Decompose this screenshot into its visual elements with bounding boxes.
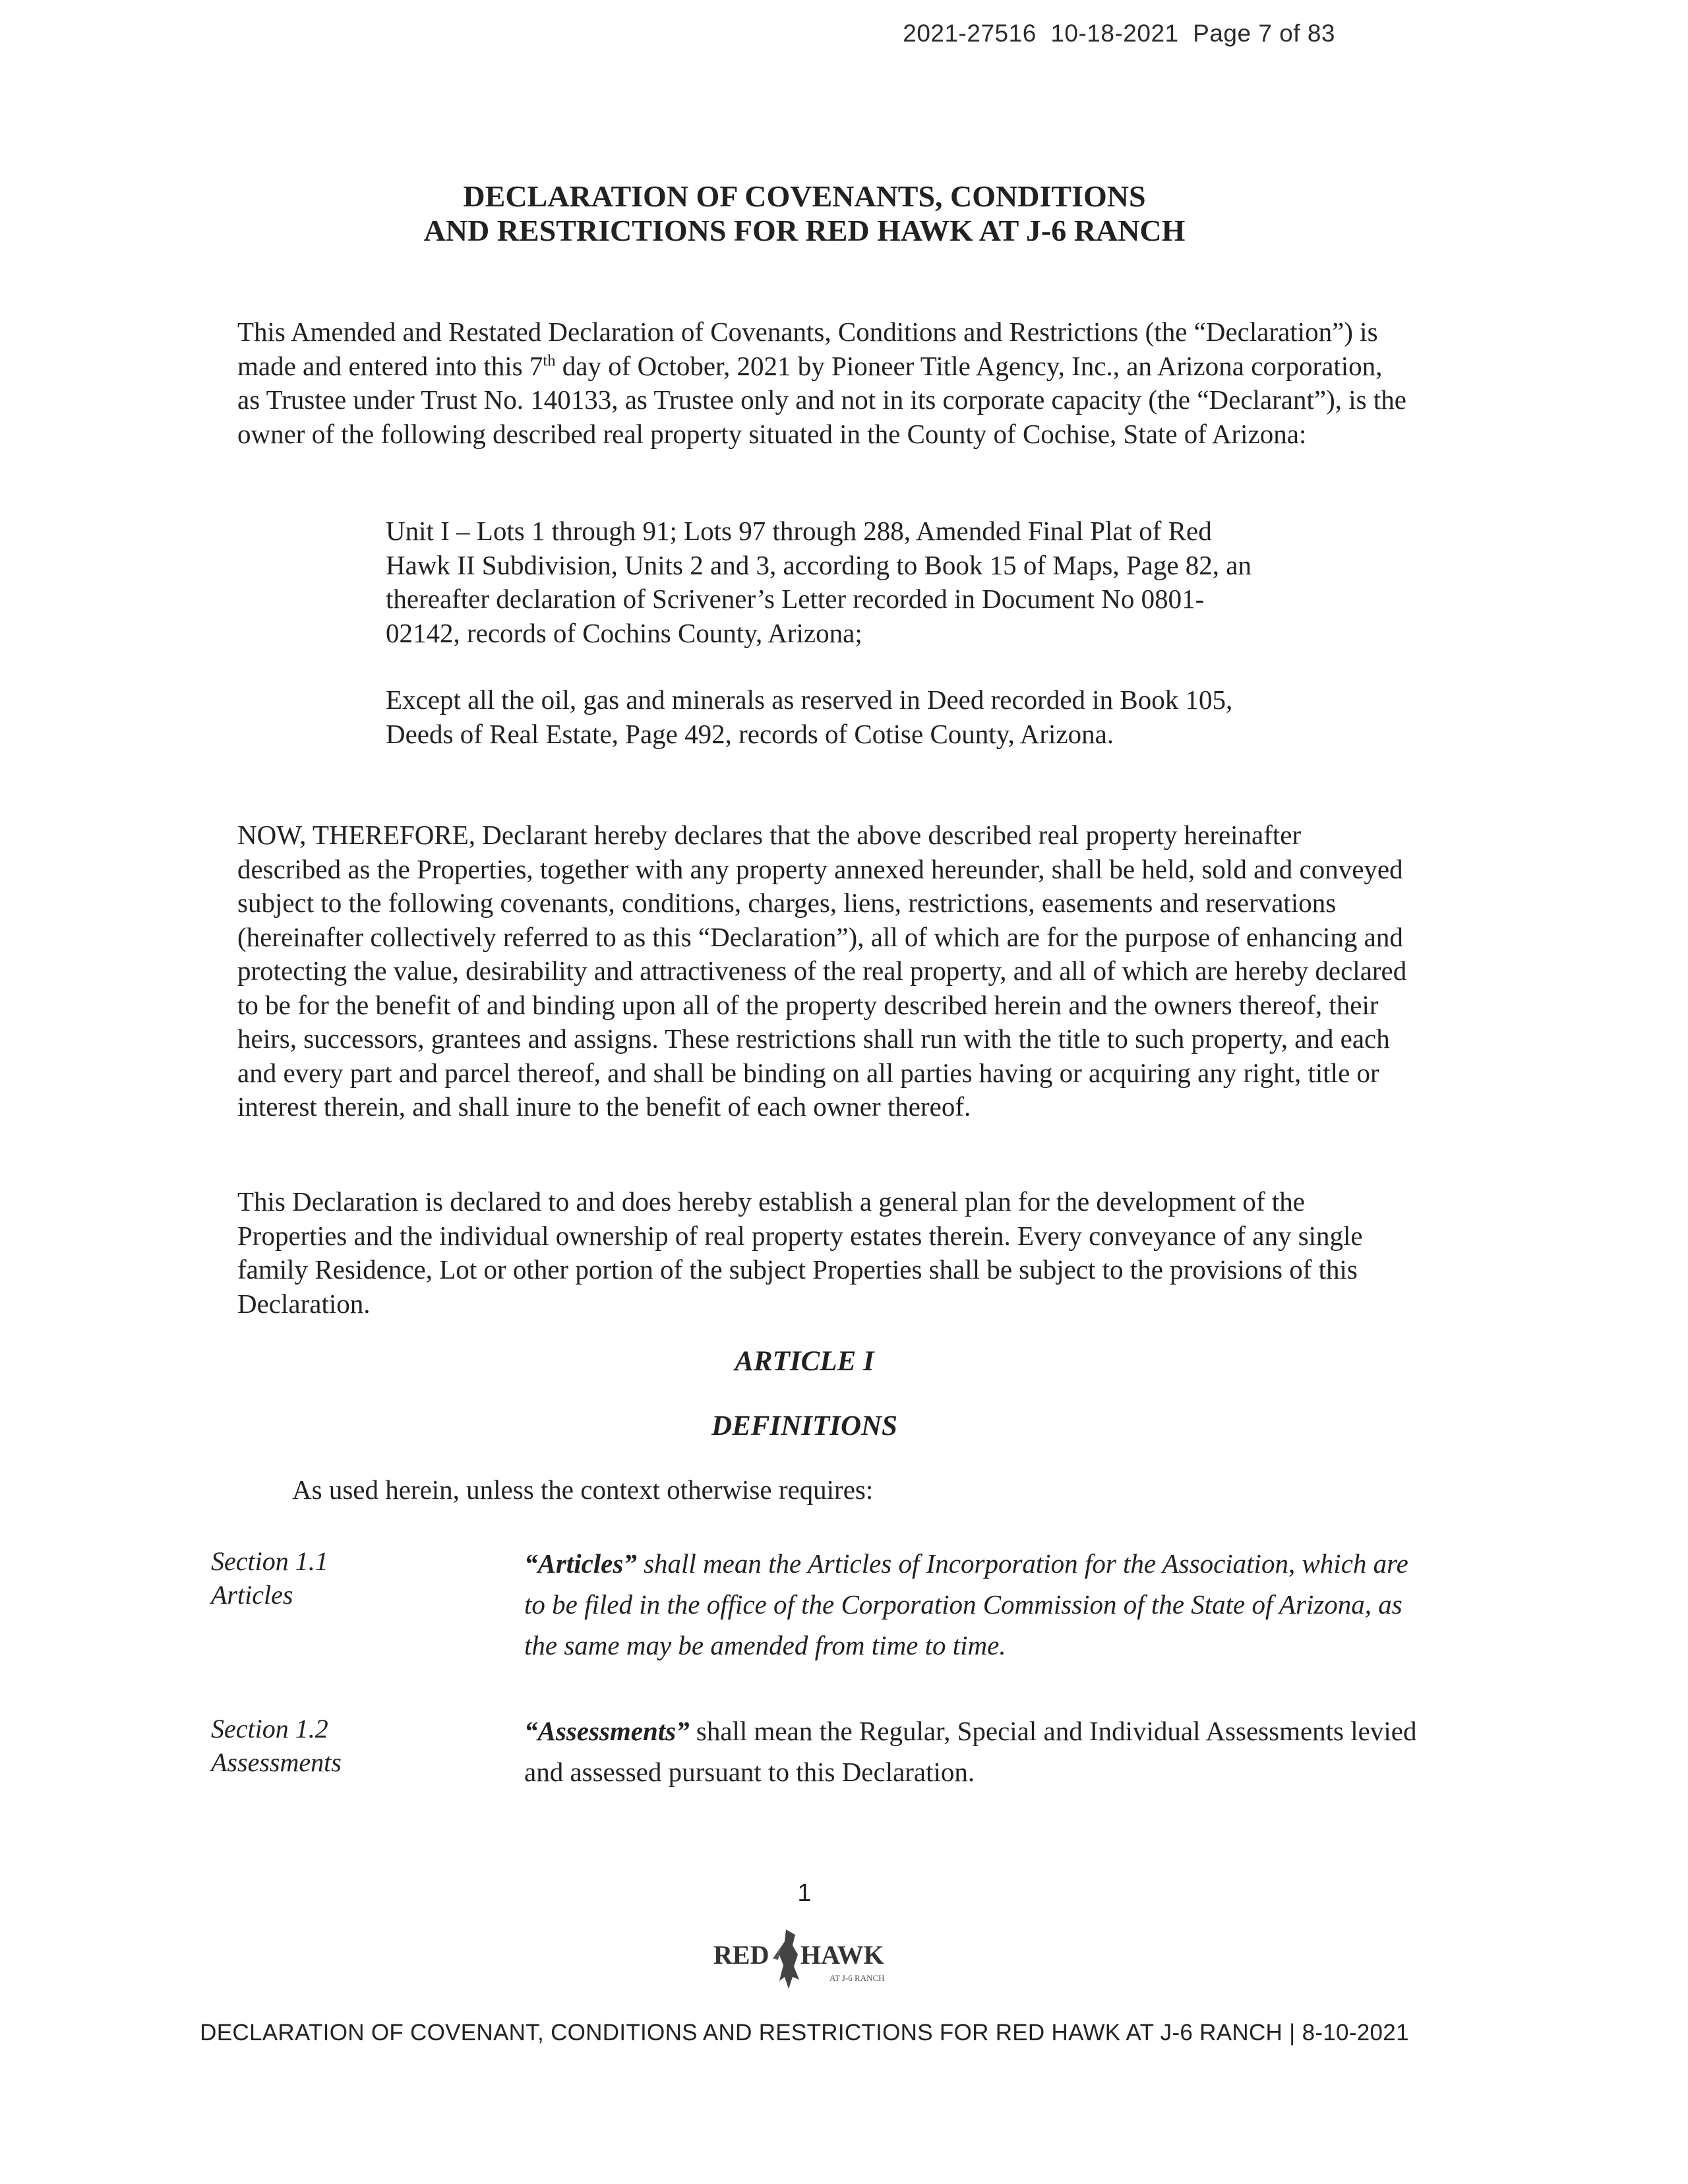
- defined-term: “Assessments”: [524, 1716, 690, 1746]
- logo-text-right: HAWK: [800, 1940, 884, 1970]
- section-number: Section 1.2: [211, 1714, 328, 1744]
- definitions-intro: As used herein, unless the context otherwise requires:: [292, 1474, 874, 1505]
- page-footer: DECLARATION OF COVENANT, CONDITIONS AND RESTRICTIONS FOR RED HAWK AT J-6 RANCH | 8-10-2021: [200, 2020, 1409, 2046]
- hawk-icon: [773, 1929, 799, 1989]
- article-name: DEFINITIONS: [711, 1410, 897, 1441]
- legal-description-lots: Unit I – Lots 1 through 91; Lots 97 through 288, Amended Final Plat of Red Hawk II Subdivision, Units 2 and 3, according to Book 15 of Maps, Page 82, an thereafter declaration of Scrivener’s Letter recorded in Document No 0801-02142, records of Cochins County, Arizona;: [386, 516, 1251, 648]
- ordinal-suffix: th: [543, 351, 556, 369]
- red-hawk-logo: [712, 1926, 910, 1998]
- section-1-1-label: [211, 1544, 328, 1612]
- legal-description-exception: Except all the oil, gas and minerals as reserved in Deed recorded in Book 105, Deeds of Real Estate, Page 492, records of Cotise County, Arizona.: [386, 684, 1233, 749]
- recording-stamp: 2021-27516 10-18-2021 Page 7 of 83: [903, 20, 1335, 47]
- title-line-2: AND RESTRICTIONS FOR RED HAWK AT J-6 RANCH: [423, 214, 1186, 247]
- page-number: 1: [797, 1879, 812, 1907]
- definition-text: shall mean the Regular, Special and Individual Assessments levied and assessed pursuant to this Declaration.: [524, 1716, 1417, 1787]
- document-title: [0, 179, 1609, 248]
- now-therefore-paragraph: NOW, THEREFORE, Declarant hereby declares that the above described real property hereinafter described as the Properties, together with any property annexed hereunder, shall be held, sold and conveyed subject to the following covenants, conditions, charges, liens, restrictions, easements and reservations (hereinafter collectively referred to as this “Declaration”), all of which are for the purpose of enhancing and protecting the value, desirability and attractiveness of the real property, and all of which are hereby declared to be for the benefit of and binding upon all of the property described herein and the owners thereof, their heirs, successors, grantees and assigns. These restrictions shall run with the title to such property, and each and every part and parcel thereof, and shall be binding on all parties having or acquiring any right, title or interest therein, and shall inure to the benefit of each owner thereof.: [237, 820, 1407, 1122]
- section-number: Section 1.1: [211, 1546, 328, 1576]
- section-1-2-label: [211, 1712, 342, 1779]
- section-1-2-body: [524, 1711, 1428, 1792]
- section-1-1-body: [524, 1543, 1428, 1666]
- logo-text-left: RED: [713, 1940, 769, 1970]
- defined-term: “Articles”: [524, 1548, 637, 1579]
- definition-text: shall mean the Articles of Incorporation for the Association, which are to be filed in the office of the Corporation Commission of the State of Arizona, as the same may be amended from time to time.: [524, 1548, 1408, 1660]
- title-line-1: DECLARATION OF COVENANTS, CONDITIONS: [463, 179, 1146, 213]
- section-title: Assessments: [211, 1747, 342, 1777]
- general-plan-paragraph: This Declaration is declared to and does hereby establish a general plan for the development of the Properties and the individual ownership of real property estates therein. Every conveyance of any single family Residence, Lot or other portion of the subject Properties shall be subject to the provisions of this Declaration.: [237, 1186, 1363, 1319]
- logo-subtext: AT J-6 RANCH: [829, 1973, 885, 1983]
- section-title: Articles: [211, 1580, 293, 1610]
- intro-text-a: This Amended and Restated Declaration of Covenants, Conditions and Restrictions (the “Declaration”) is made and entered into this 7: [237, 317, 1378, 381]
- intro-text-b: day of October, 2021 by Pioneer Title Agency, Inc., an Arizona corporation, as Trustee under Trust No. 140133, as Trustee only and not in its corporate capacity (the “Declarant”), is the owner of the following described real property situated in the County of Cochise, State of Arizona:: [237, 350, 1406, 449]
- intro-paragraph: [237, 315, 1411, 451]
- article-number: ARTICLE I: [735, 1346, 874, 1377]
